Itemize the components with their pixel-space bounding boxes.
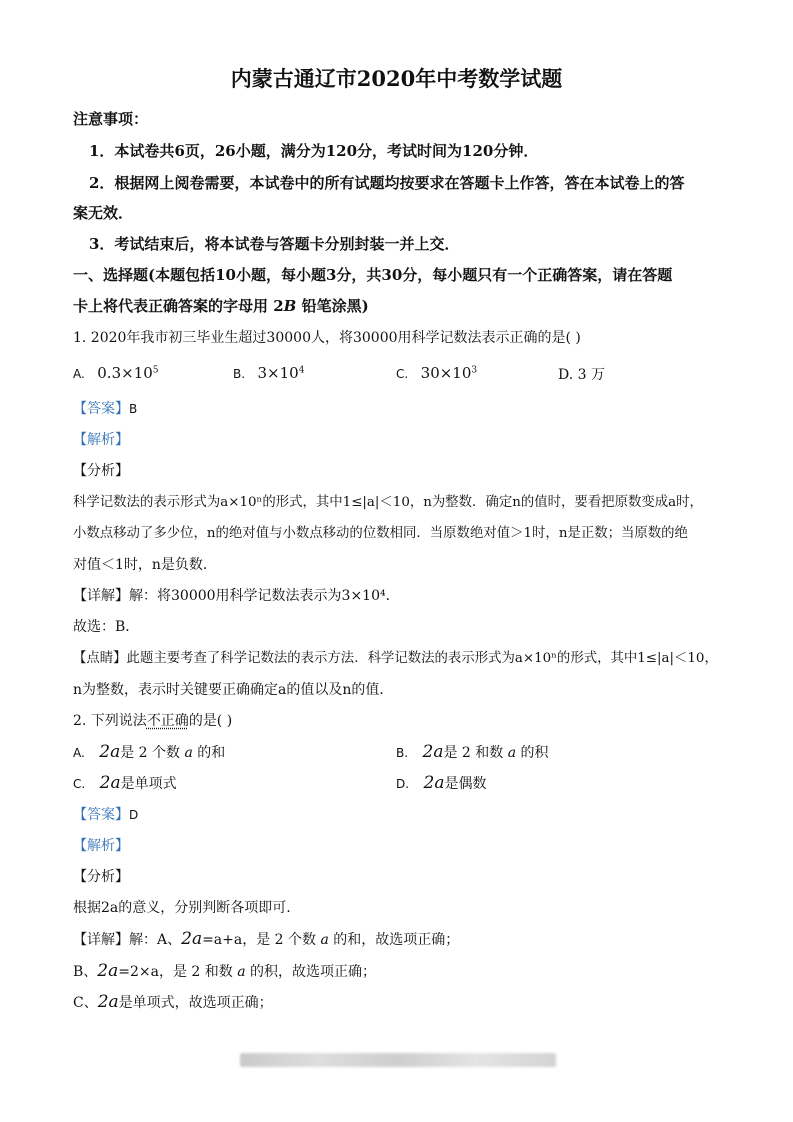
- q1-analysis-line2: 小数点移动了多少位，n的绝对值与小数点移动的位数相同．当原数绝对值＞1时，n是正数；当原数的绝: [73, 526, 688, 541]
- q2-option-b: [396, 743, 549, 762]
- page-title: 内蒙古通辽市2020年中考数学试题: [230, 66, 563, 91]
- q2-jiexi: 【解析】: [73, 838, 129, 854]
- notice-item-1: 1．本试卷共6页，26小题，满分为120分，考试时间为120分钟．: [89, 142, 539, 160]
- q1-jiexi: 【解析】: [73, 432, 129, 448]
- option-text: 是偶数: [444, 776, 487, 792]
- q1-fenxi: 【分析】: [73, 463, 129, 479]
- option-label: B.: [233, 367, 246, 381]
- option-math: 2a: [423, 773, 445, 793]
- detail-tail: 的积，故选项正确；: [245, 964, 377, 980]
- q2-detail-b: [73, 962, 376, 981]
- stem-text: 2. 下列说法: [73, 713, 147, 729]
- option-label: C.: [73, 777, 86, 791]
- section-heading-suffix: 铅笔涂黑): [296, 297, 369, 315]
- detail-tail: 的和，故选项正确；: [328, 932, 460, 948]
- option-tail: 的和: [192, 745, 226, 761]
- option-exponent: 4: [298, 365, 305, 376]
- q2-analysis: 根据2a的意义，分别判断各项即可.: [73, 900, 291, 916]
- option-label: A.: [73, 746, 85, 760]
- detail-text: 是单项式，故选项正确；: [118, 995, 273, 1011]
- q2-answer: [73, 806, 138, 824]
- option-var: a: [184, 745, 193, 761]
- detail-text: =a+a，是 2 个数: [202, 932, 321, 948]
- notice-item-3: 3．考试结束后，将本试卷与答题卡分别封装一并上交．: [89, 235, 460, 253]
- blurred-watermark: [240, 1053, 556, 1067]
- detail-prefix: B、: [73, 964, 98, 980]
- option-label: A.: [73, 367, 85, 381]
- detail-var: a: [320, 932, 329, 948]
- stem-emphasis: 不正确: [146, 713, 189, 729]
- answer-tag: 【答案】: [73, 807, 129, 823]
- option-math: 30×10: [420, 364, 472, 382]
- option-text: 是 2 个数: [120, 745, 185, 761]
- option-var: a: [507, 745, 517, 761]
- detail-prefix: 【详解】解：A、: [73, 932, 182, 948]
- section-heading-italic: B: [283, 297, 297, 315]
- option-math: 2a: [99, 742, 121, 762]
- stem-suffix: 的是( ): [188, 713, 233, 729]
- detail-text: =2×a，是 2 和数: [118, 964, 238, 980]
- option-tail: 的积: [516, 745, 549, 761]
- option-text: 是 2 和数: [443, 745, 508, 761]
- option-math: 2a: [99, 773, 121, 793]
- q2-detail-c: [73, 993, 273, 1012]
- q2-stem: [73, 712, 232, 730]
- q1-option-c: [396, 364, 477, 383]
- option-label: C.: [396, 367, 409, 381]
- answer-value: B: [129, 402, 138, 416]
- notice-item-2-line1: 2．根据网上阅卷需要，本试卷中的所有试题均按要求在答题卡上作答，答在本试卷上的答: [89, 174, 685, 192]
- option-label: B.: [396, 746, 409, 760]
- section-heading-line1: 一、选择题(本题包括10小题，每小题3分，共30分，每小题只有一个正确答案，请在答题: [73, 266, 673, 284]
- detail-math: 2a: [181, 929, 203, 949]
- q2-option-c: [73, 774, 177, 793]
- detail-math: 2a: [97, 961, 119, 981]
- answer-value: D: [129, 808, 139, 822]
- q2-fenxi: 【分析】: [73, 869, 129, 885]
- detail-prefix: C、: [73, 995, 98, 1011]
- q1-comment-line2: n为整数，表示时关键要正确确定a的值以及n的值．: [73, 682, 394, 698]
- q1-comment-line1: 【点睛】此题主要考查了科学记数法的表示方法．科学记数法的表示形式为a×10ⁿ的形式，其中1≤|a|＜10，: [73, 651, 718, 666]
- q1-analysis-line1: 科学记数法的表示形式为a×10ⁿ的形式，其中1≤|a|＜10，n为整数．确定n的值时，要看把原数变成a时，: [73, 495, 703, 510]
- option-exponent: 3: [471, 365, 478, 376]
- q2-option-d: [396, 774, 486, 793]
- q1-option-b: [233, 364, 304, 383]
- notice-item-2-line2: 案无效．: [73, 204, 134, 222]
- option-math: 0.3×10: [97, 364, 153, 382]
- notice-heading: 注意事项：: [73, 110, 149, 128]
- section-heading-line2: [73, 297, 369, 315]
- option-exponent: 5: [152, 365, 159, 376]
- q1-detail: 【详解】解：将30000用科学记数法表示为3×10⁴．: [73, 588, 400, 604]
- q1-option-d: D. 3 万: [558, 367, 605, 383]
- option-label: D.: [396, 777, 410, 791]
- option-math: 2a: [422, 742, 444, 762]
- detail-var: a: [237, 964, 246, 980]
- section-heading-text: 卡上将代表正确答案的字母用 2: [73, 297, 284, 315]
- q1-stem: 1. 2020年我市初三毕业生超过30000人，将30000用科学记数法表示正确的是( ): [73, 330, 581, 346]
- q1-choose: 故选：B．: [73, 619, 140, 635]
- option-math: 3×10: [257, 364, 299, 382]
- detail-math: 2a: [97, 992, 119, 1012]
- q1-option-a: [73, 364, 159, 383]
- answer-tag: 【答案】: [73, 401, 129, 417]
- q2-detail-a: [73, 930, 459, 949]
- q1-answer: [73, 400, 137, 418]
- q2-option-a: [73, 743, 225, 762]
- option-text: 是单项式: [120, 776, 177, 792]
- q1-analysis-line3: 对值＜1时，n是负数．: [73, 557, 217, 573]
